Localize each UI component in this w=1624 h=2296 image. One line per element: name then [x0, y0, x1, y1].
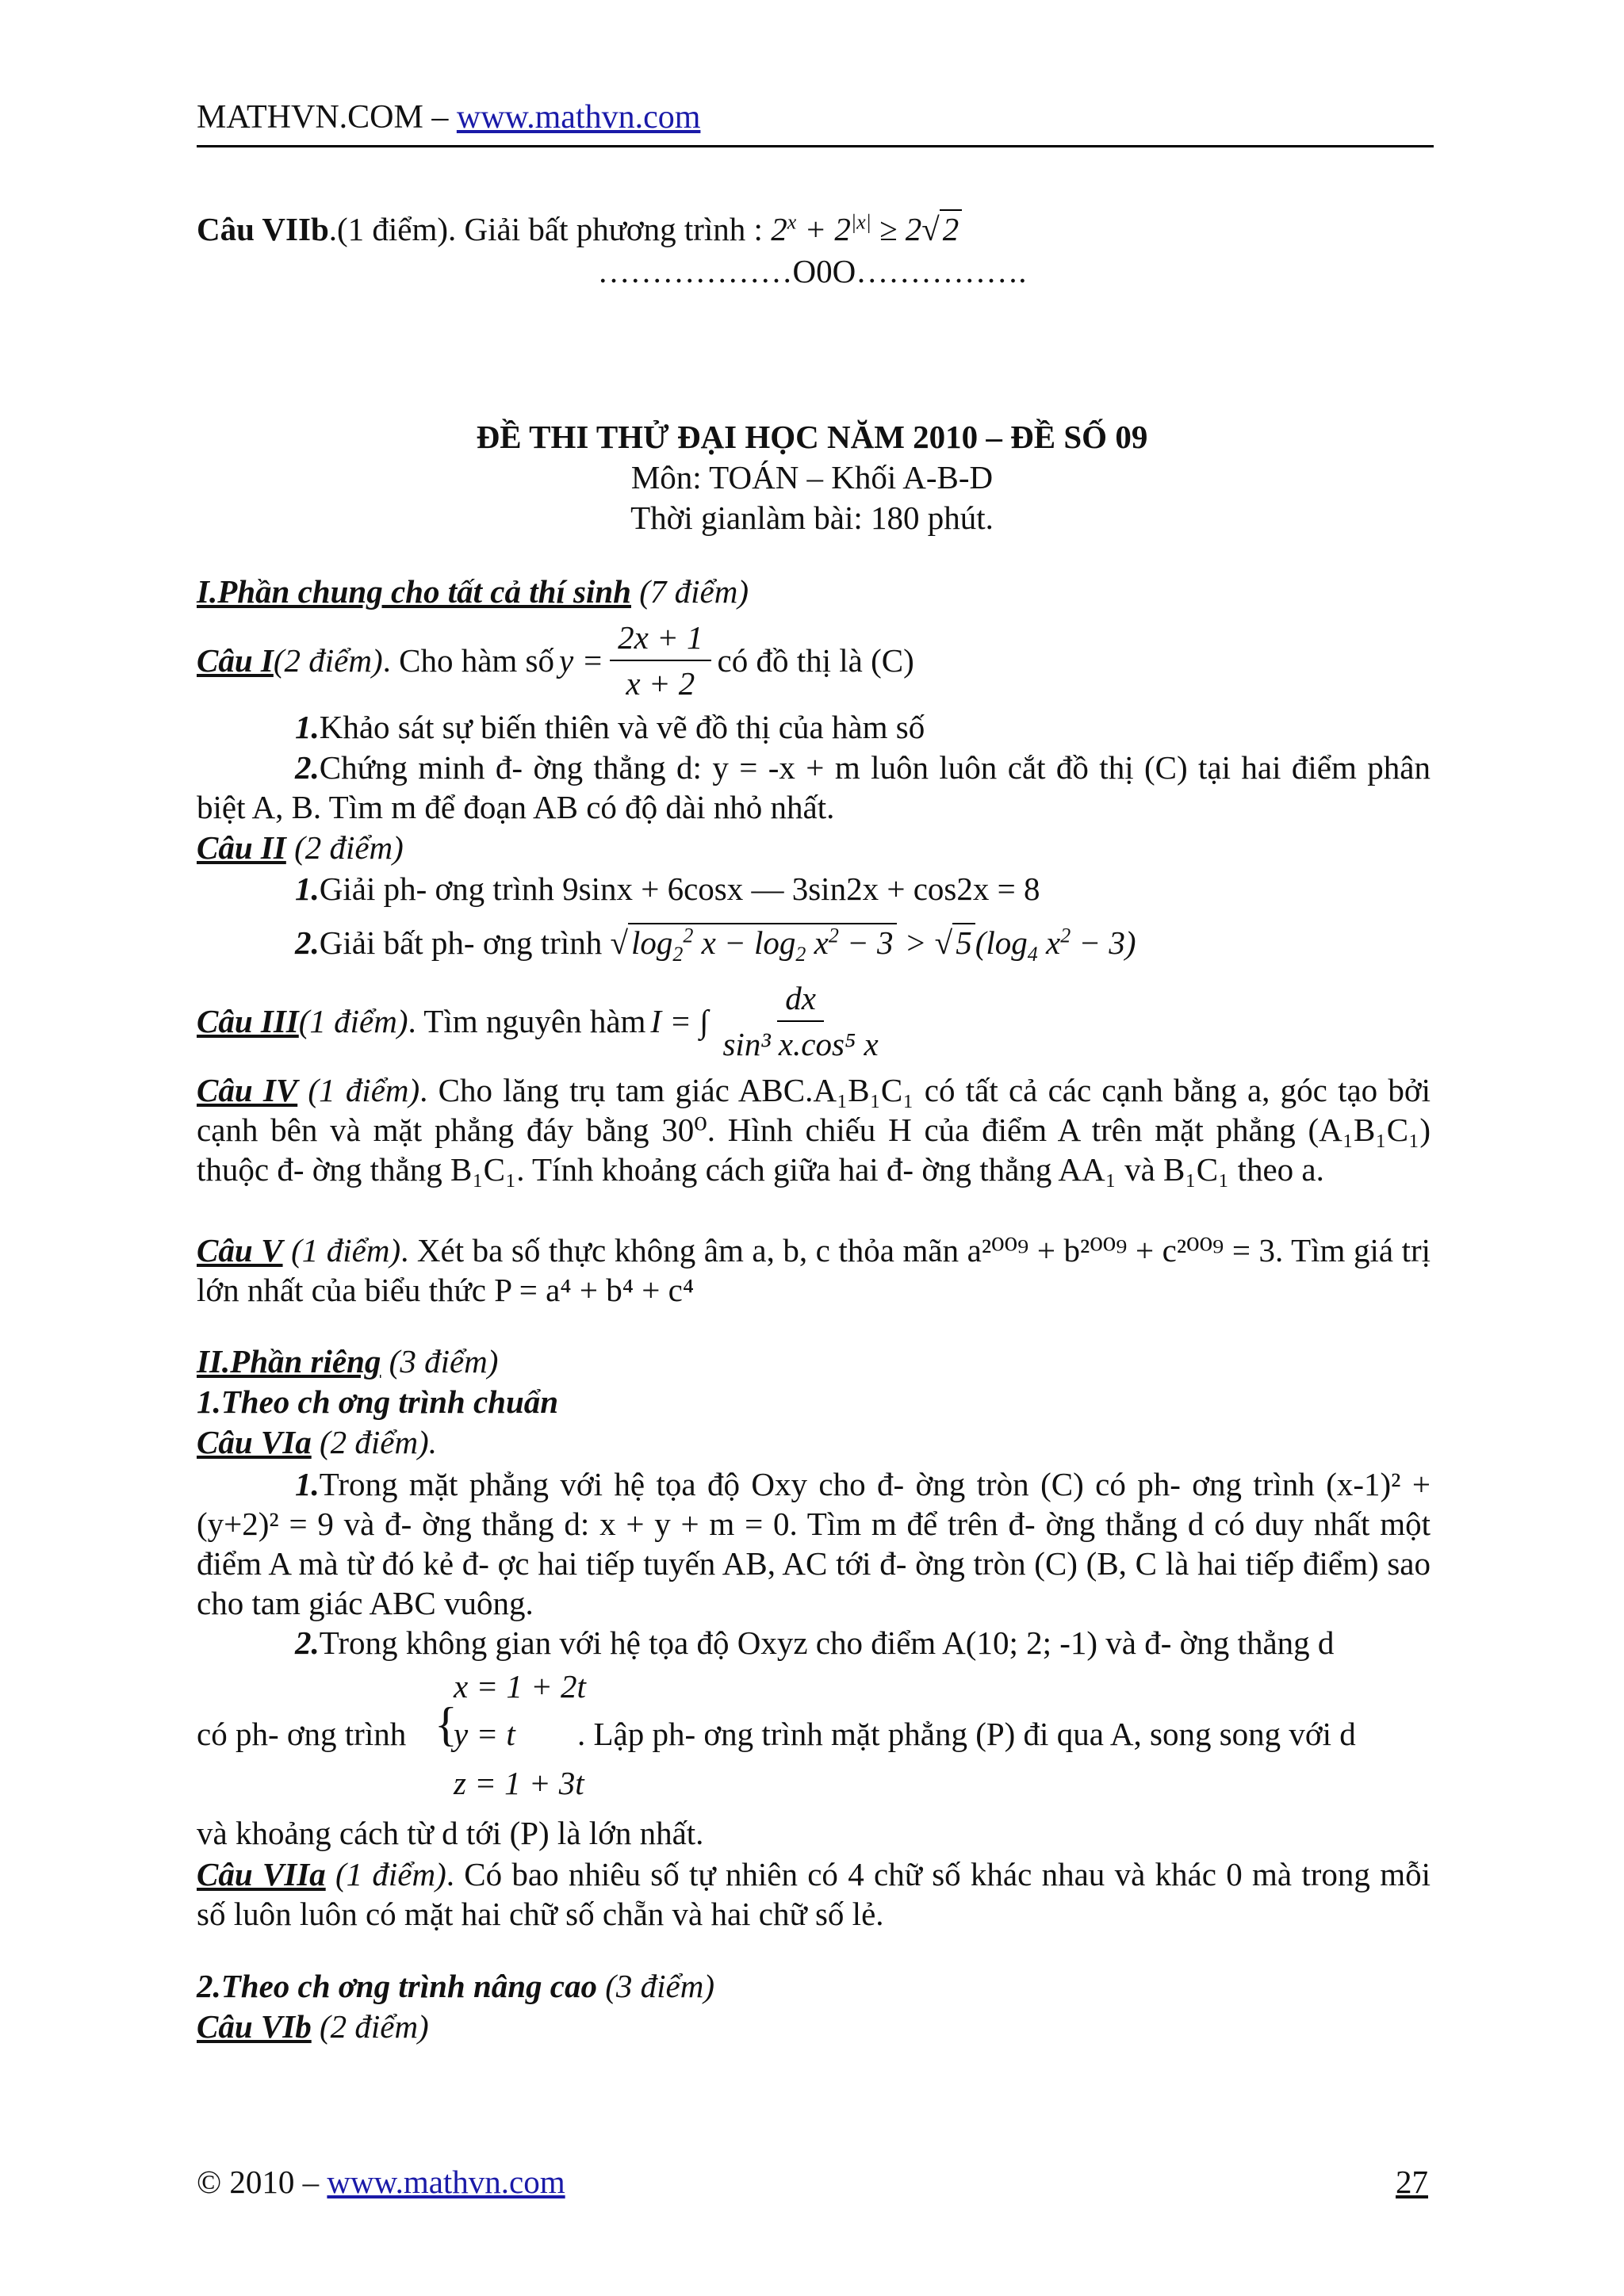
page-footer [197, 2163, 565, 2201]
separator: ………………O0O……………. [597, 253, 1027, 289]
cau7b-inequality: $2^x + 2^{|x|} \ge 2√2$ [771, 211, 962, 247]
cau6a-item2-end: và khoảng cách từ d tới (P) là lớn nhất. [197, 1815, 704, 1851]
exam-subject: Môn: TOÁN – Khối A-B-D [630, 459, 994, 496]
cau5-text: . Xét ba số thực không âm a, b, c thỏa mãn a²⁰⁰⁹ + b²⁰⁰⁹ + c²⁰⁰⁹ = 3. Tìm giá trị lớn nhất của biểu thức P = a⁴ + b⁴ + c⁴ [197, 1232, 1431, 1308]
cau6a-item1: 1.Trong mặt phẳng với hệ tọa độ Oxy cho đ- ờng tròn (C) có ph- ơng trình (x-1)² + (y+2)² = 9 và đ- ờng thẳng d: x + y + m = 0. Tìm m để trên đ- ờng thẳng d có duy nhất một điểm A mà từ đó kẻ đ- ợc hai tiếp tuyến AB, AC tới đ- ờng tròn (C) (B, C là hai tiếp điểm) sao cho tam giác ABC vuông. [197, 1466, 1431, 1621]
cau2-label: Câu II [197, 829, 286, 866]
cau6a-points: (2 điểm). [311, 1424, 437, 1460]
cau6b-label: Câu VIb [197, 2008, 312, 2045]
cau2-points: (2 điểm) [285, 829, 404, 866]
cau3-fraction [714, 979, 886, 1063]
cau2-item2: 2.Giải bất ph- ơng trình $√\log_2^2$ $x - \log_2 x^2 - 3 > √5(\log_4$ $x^2 - 3$) [295, 924, 1136, 966]
part2b-heading [197, 1967, 714, 2005]
brace-icon: { [435, 1698, 458, 1751]
cau7b-label: Câu VIIb [197, 211, 329, 247]
cau1-func-lhs: y = [559, 642, 604, 679]
cau4-text: . Cho lăng trụ tam giác ABC.A₁B₁C₁ có tất cả các cạnh bằng a, góc tạo bởi cạnh bên và mặt phẳng đáy bằng 30⁰. Hình chiếu H của điểm A trên mặt phẳng (A₁B₁C₁) thuộc đ- ờng thẳng B₁C₁. Tính khoảng cách giữa hai đ- ờng thẳng AA₁ và B₁C₁ theo a. [197, 1072, 1431, 1188]
exam-title: ĐỀ THI THỬ ĐẠI HỌC NĂM 2010 – ĐỀ SỐ 09 [476, 419, 1148, 455]
part2-points: (3 điểm) [381, 1343, 499, 1380]
cau6a-sys1: x = 1 + 2t [454, 1668, 586, 1705]
cau3-int-lhs: I = ∫ [650, 1003, 709, 1039]
cau6a-sys3: z = 1 + 3t [454, 1765, 584, 1801]
cau2-inequality: $√\log_2^2$ $x - \log_2 x^2 - 3 > √5(\log_4$ $x^2 - 3$) [610, 924, 1136, 966]
cau2-item1: 1.Giải ph- ơng trình 9sinx + 6cosx — 3sin2x + cos2x = 8 [295, 871, 1040, 907]
cau1-label: Câu I [197, 642, 274, 679]
cau3-int-den: sin³ x.cos⁵ x [722, 1026, 879, 1062]
part1-points: (7 điểm) [630, 573, 749, 610]
cau3-text: . Tìm nguyên hàm [408, 1003, 646, 1039]
part1-heading [197, 572, 749, 610]
exam-time: Thời gianlàm bài: 180 phút. [630, 499, 994, 536]
footer-copyright: © 2010 – [197, 2164, 327, 2200]
cau5-label: Câu V [197, 1232, 283, 1269]
part1-title: I.Phần chung cho tất cả thí sinh [197, 573, 631, 610]
cau4-paragraph [197, 1070, 1431, 1189]
header-link[interactable]: www.mathvn.com [456, 99, 701, 136]
cau7a-paragraph [197, 1854, 1431, 1934]
cau3-points: (1 điểm) [298, 1003, 408, 1039]
cau3-label: Câu III [197, 1003, 299, 1039]
header-site: MATHVN.COM – [197, 99, 457, 136]
cau5-paragraph [197, 1230, 1431, 1310]
cau6b-points: (2 điểm) [311, 2008, 429, 2045]
cau4-label: Câu IV [197, 1072, 298, 1108]
cau1-fraction [610, 618, 710, 702]
cau7b-line [197, 210, 962, 248]
cau2-heading [197, 828, 404, 867]
cau3-line [197, 979, 893, 1063]
cau1-func-den: x + 2 [626, 665, 695, 702]
page-number: 27 [1396, 2164, 1428, 2200]
part2b-points: (3 điểm) [597, 1968, 715, 2004]
cau5-points: (1 điểm) [282, 1232, 401, 1269]
cau4-points: (1 điểm) [297, 1072, 420, 1108]
cau7a-text: . Có bao nhiêu số tự nhiên có 4 chữ số khác nhau và khác 0 mà trong mỗi số luôn luôn có mặt hai chữ số chẵn và hai chữ số lẻ. [197, 1856, 1431, 1932]
cau6a-label: Câu VIa [197, 1424, 312, 1460]
cau1-tail: có đồ thị là (C) [717, 642, 914, 679]
cau7b-text: .(1 điểm). Giải bất phương trình : [328, 211, 772, 247]
part2-sub1: 1.Theo ch ơng trình chuẩn [197, 1383, 559, 1420]
cau1-item1: 1.Khảo sát sự biến thiên và vẽ đồ thị của hàm số [295, 709, 925, 745]
page-header [197, 98, 700, 136]
header-rule [197, 145, 1434, 147]
cau7a-label: Câu VIIa [197, 1856, 326, 1892]
footer-link[interactable]: www.mathvn.com [327, 2164, 565, 2200]
part2-title: II.Phần riêng [197, 1343, 381, 1380]
cau1-item2: 2.Chứng minh đ- ờng thẳng d: y = -x + m luôn luôn cắt đồ thị (C) tại hai điểm phân biệt A, B. Tìm m để đoạn AB có độ dài nhỏ nhất. [197, 749, 1431, 825]
cau6a-item2-pre: có ph- ơng trình [197, 1716, 407, 1752]
cau3-int-num: dx [777, 979, 824, 1022]
cau1-points: (2 điểm) [273, 642, 383, 679]
part2-heading [197, 1342, 498, 1380]
cau1-line [197, 618, 914, 702]
cau1-func-num: 2x + 1 [610, 618, 710, 661]
cau6a-item2-post: . Lập ph- ơng trình mặt phẳng (P) đi qua A, song song với d [577, 1716, 1356, 1752]
cau6a-item2: 2.Trong không gian với hệ tọa độ Oxyz cho điểm A(10; 2; -1) và đ- ờng thẳng d [295, 1624, 1335, 1661]
cau6b-heading [197, 2007, 429, 2045]
cau6a-sys2: y = t [454, 1716, 515, 1752]
cau7a-points: (1 điểm) [325, 1856, 446, 1892]
cau6a-heading [197, 1423, 437, 1461]
cau1-text: . Cho hàm số [382, 642, 555, 679]
part2b-title: 2.Theo ch ơng trình nâng cao [197, 1968, 597, 2004]
